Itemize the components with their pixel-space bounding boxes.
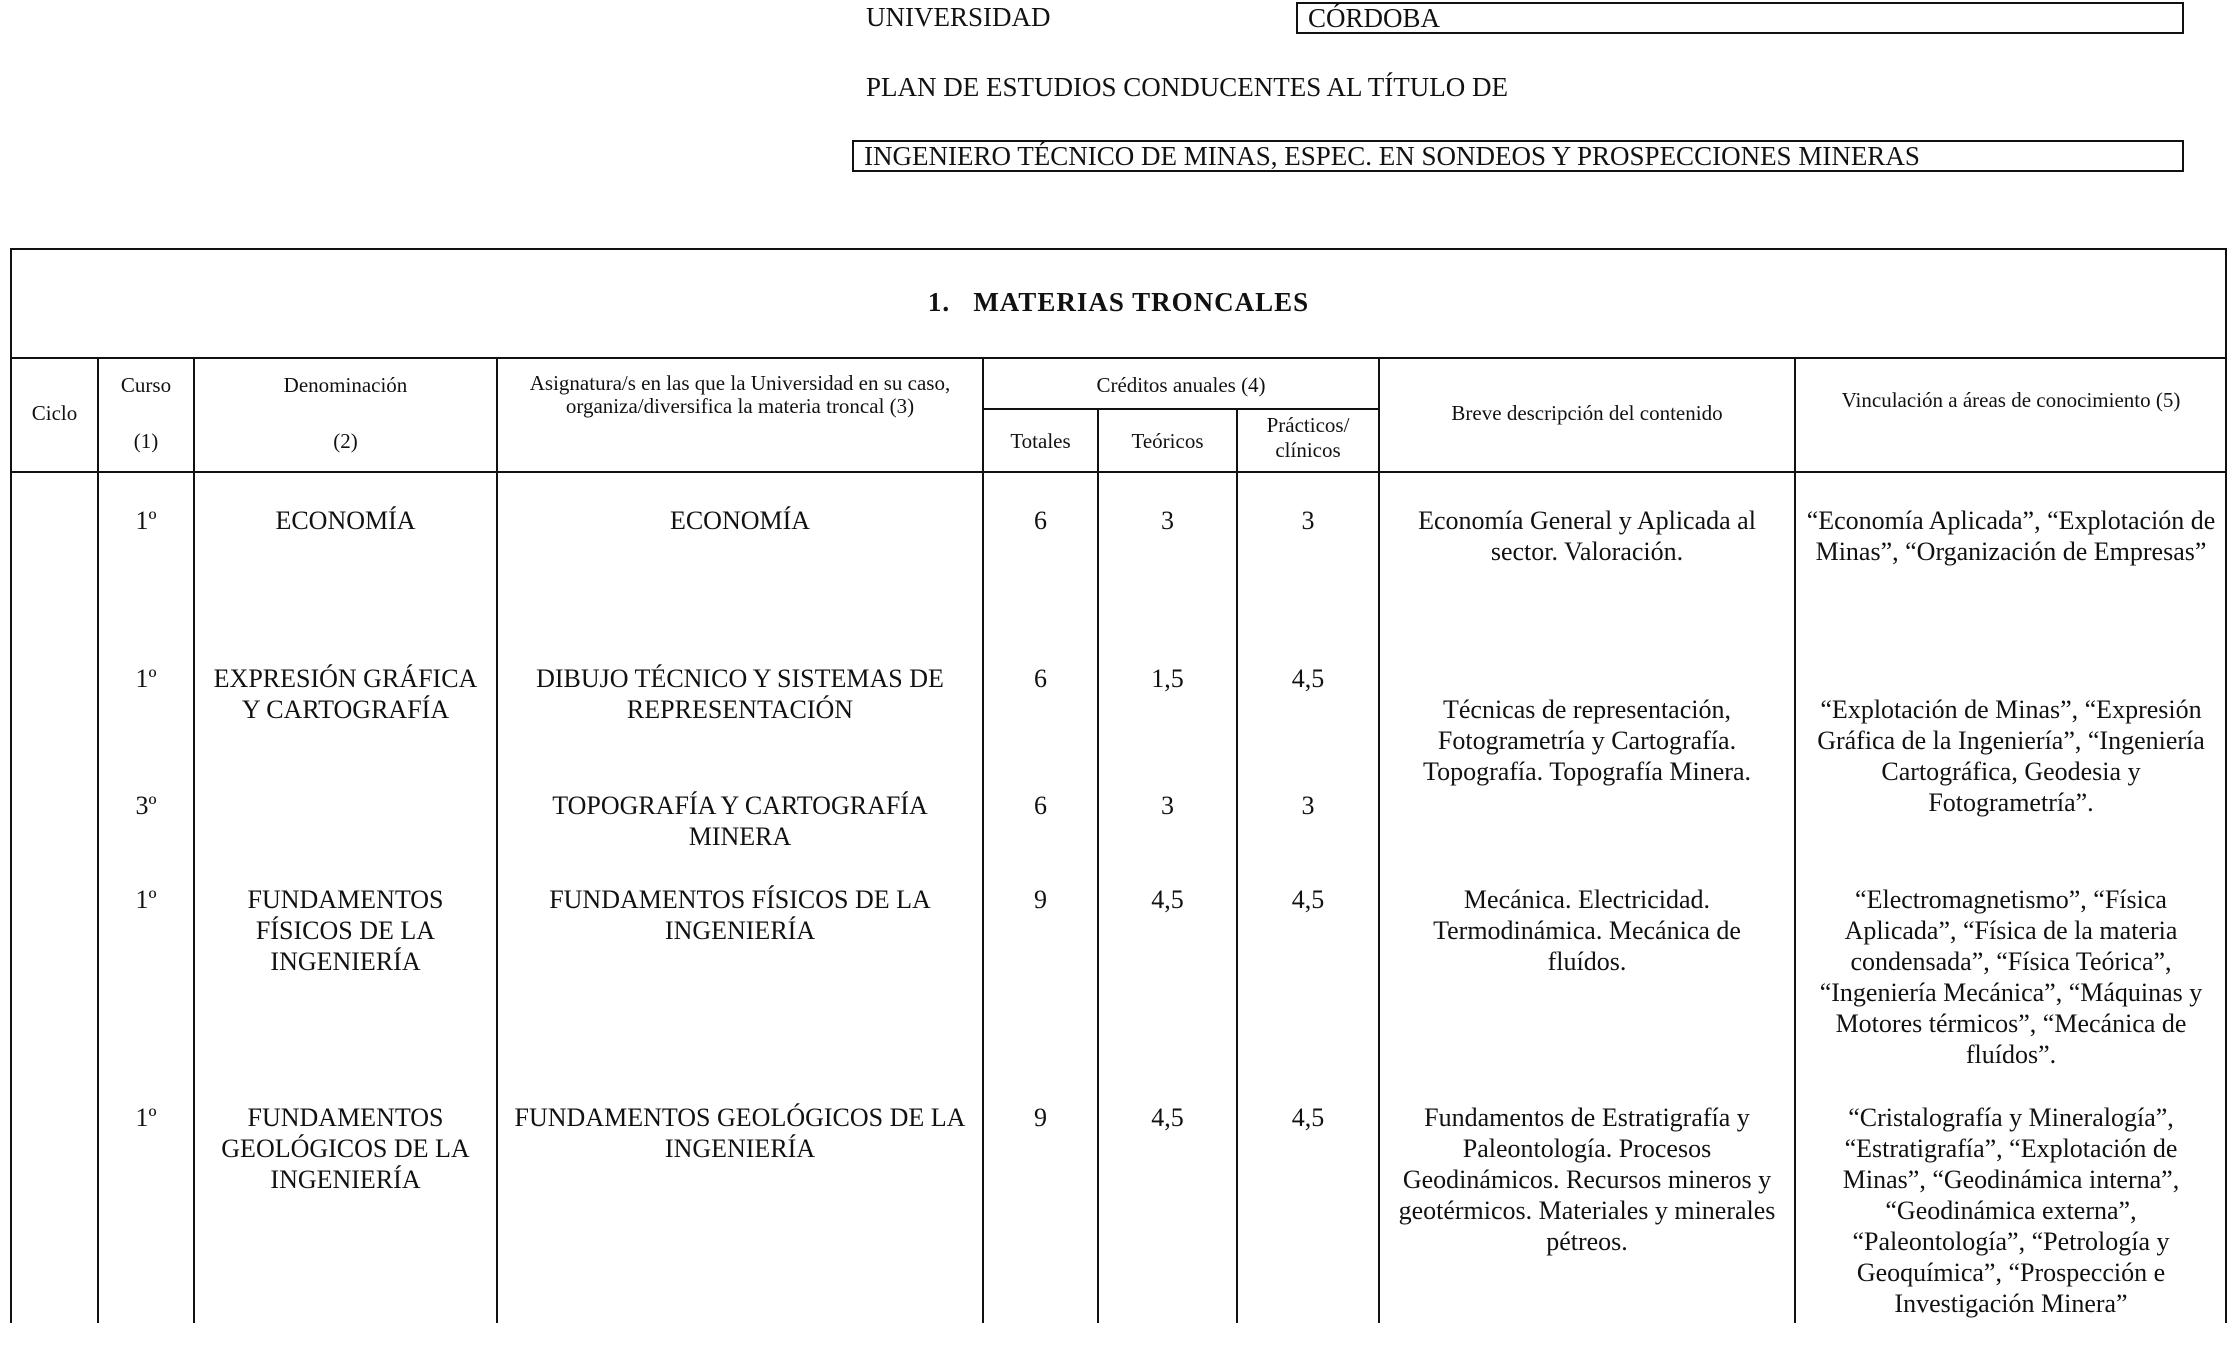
header-curso-note: (1) — [133, 429, 159, 453]
credits-subheader-divider — [982, 408, 1380, 410]
cell-totales: 6 — [1034, 664, 1047, 693]
cell-descripcion: Técnicas de representación, Fotogrametría y Cartografía. Topografía. Topografía Minera. — [1423, 695, 1751, 786]
plan-label: PLAN DE ESTUDIOS CONDUCENTES AL TÍTULO DE — [866, 72, 1508, 102]
cell-denominacion: FUNDAMENTOS FÍSICOS DE LA INGENIERÍA — [247, 885, 444, 976]
cell-curso: 1º — [135, 506, 157, 535]
col-divider-4 — [982, 357, 984, 1323]
header-denominacion: Denominación — [283, 373, 408, 397]
cell-practicos: 4,5 — [1291, 1103, 1325, 1132]
section-title-divider — [10, 357, 2227, 359]
cell-practicos: 4,5 — [1291, 885, 1325, 914]
header-creditos: Créditos anuales (4) — [1096, 373, 1266, 397]
header-vinculacion: Vinculación a áreas de conocimiento (5) — [1841, 388, 2181, 412]
cell-asignatura: FUNDAMENTOS GEOLÓGICOS DE LA INGENIERÍA — [514, 1103, 966, 1163]
col-divider-8 — [1794, 357, 1796, 1323]
cell-descripcion: Fundamentos de Estratigrafía y Paleontología. Procesos Geodinámicos. Recursos mineros y geotérmicos. Materiales y minerales pétreos. — [1398, 1103, 1776, 1256]
cell-vinculacion: “Explotación de Minas”, “Expresión Gráfica de la Ingeniería”, “Ingeniería Cartográfica, Geodesia y Fotogrametría”. — [1817, 695, 2205, 817]
table-top-border — [10, 248, 2227, 250]
header-ciclo: Ciclo — [31, 401, 78, 425]
cell-teoricos: 4,5 — [1151, 1103, 1184, 1132]
cell-teoricos: 3 — [1161, 506, 1174, 535]
cell-vinculacion: “Electromagnetismo”, “Física Aplicada”, “Física de la materia condensada”, “Física Teórica”, “Ingeniería Mecánica”, “Máquinas y Motores térmicos”, “Mecánica de fluídos”. — [1819, 885, 2203, 1069]
cell-descripcion: Mecánica. Electricidad. Termodinámica. Mecánica de fluídos. — [1433, 885, 1741, 976]
cell-totales: 9 — [1034, 885, 1047, 914]
cell-teoricos: 1,5 — [1151, 664, 1184, 693]
header-asignaturas: Asignatura/s en las que la Universidad en su caso, organiza/diversifica la materia troncal (3) — [529, 371, 951, 418]
cell-asignatura: DIBUJO TÉCNICO Y SISTEMAS DE REPRESENTACIÓN — [536, 664, 944, 724]
section-title-text: MATERIAS TRONCALES — [973, 287, 1310, 317]
cell-totales: 9 — [1034, 1103, 1047, 1132]
university-label: UNIVERSIDAD — [866, 2, 1051, 32]
header-body-divider — [10, 471, 2227, 473]
col-divider-7 — [1378, 357, 1380, 1323]
cell-denominacion: ECONOMÍA — [275, 506, 416, 535]
cell-denominacion: FUNDAMENTOS GEOLÓGICOS DE LA INGENIERÍA — [221, 1103, 470, 1194]
university-value: CÓRDOBA — [1308, 3, 1441, 33]
university-field — [1296, 2, 2184, 34]
cell-practicos: 3 — [1301, 791, 1315, 820]
header-denominacion-note: (2) — [333, 429, 358, 453]
cell-curso: 1º — [135, 1103, 157, 1132]
col-divider-6 — [1236, 408, 1238, 1323]
header-curso: Curso — [120, 373, 172, 397]
cell-totales: 6 — [1034, 791, 1047, 820]
degree-field — [852, 140, 2184, 172]
col-divider-5 — [1097, 408, 1099, 1323]
cell-vinculacion: “Economía Aplicada”, “Explotación de Minas”, “Organización de Empresas” — [1806, 506, 2216, 566]
cell-totales: 6 — [1034, 506, 1047, 535]
header-teoricos: Teóricos — [1131, 429, 1204, 453]
cell-practicos: 3 — [1301, 506, 1315, 535]
col-divider-3 — [496, 357, 498, 1323]
cell-teoricos: 4,5 — [1151, 885, 1184, 914]
cell-curso: 3º — [135, 791, 157, 820]
col-divider-1 — [97, 357, 99, 1323]
header-totales: Totales — [1010, 429, 1071, 453]
cell-curso: 1º — [135, 885, 157, 914]
cell-vinculacion: “Cristalografía y Mineralogía”, “Estratigrafía”, “Explotación de Minas”, “Geodinámica interna”, “Geodinámica externa”, “Paleontología”, “Petrología y Geoquímica”, “Prospección e Investigación Minera” — [1842, 1103, 2180, 1318]
col-divider-2 — [193, 357, 195, 1323]
header-descripcion: Breve descripción del contenido — [1451, 401, 1723, 425]
cell-denominacion: EXPRESIÓN GRÁFICA Y CARTOGRAFÍA — [213, 664, 478, 724]
degree-value: INGENIERO TÉCNICO DE MINAS, ESPEC. EN SONDEOS Y PROSPECCIONES MINERAS — [864, 141, 1920, 171]
section-number: 1. — [927, 287, 951, 317]
cell-asignatura: TOPOGRAFÍA Y CARTOGRAFÍA MINERA — [552, 791, 928, 851]
section-title — [0, 287, 2227, 318]
cell-teoricos: 3 — [1161, 791, 1174, 820]
cell-practicos: 4,5 — [1291, 664, 1325, 693]
cell-curso: 1º — [135, 664, 157, 693]
header-practicos: Prácticos/ clínicos — [1266, 413, 1350, 462]
cell-asignatura: FUNDAMENTOS FÍSICOS DE LA INGENIERÍA — [549, 885, 931, 945]
cell-descripcion: Economía General y Aplicada al sector. Valoración. — [1418, 506, 1756, 566]
cell-asignatura: ECONOMÍA — [669, 506, 811, 535]
